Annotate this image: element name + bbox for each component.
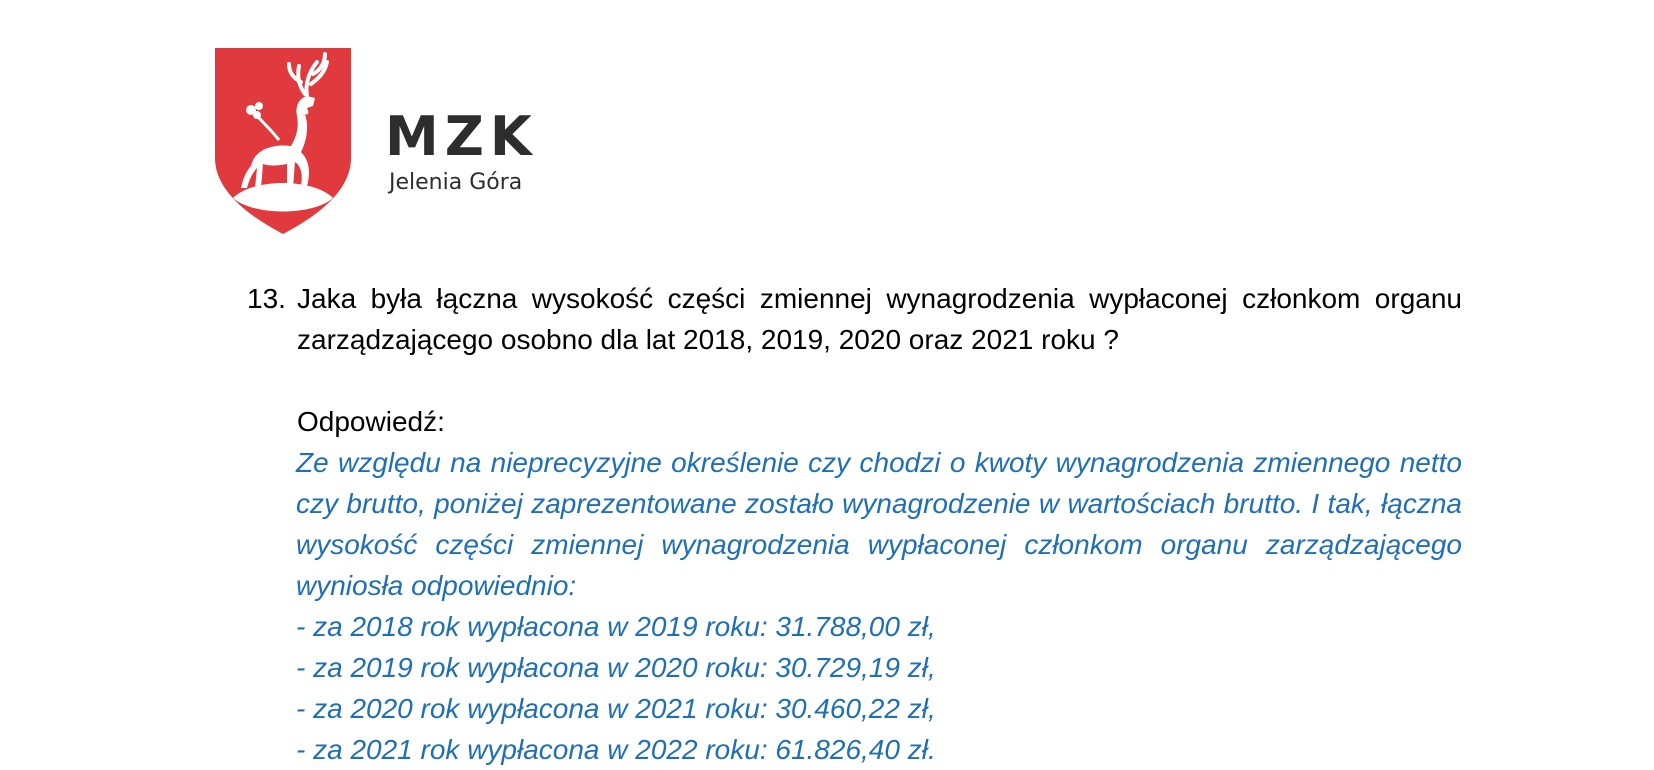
logo-city: Jelenia Góra [389,170,523,195]
list-item: - za 2020 rok wypłacona w 2021 roku: 30.460,22 zł, [296,693,936,724]
answer-block [296,442,1462,770]
answer-text: Ze względu na nieprecyzyjne określenie czy chodzi o kwoty wynagrodzenia zmiennego netto czy brutto, poniżej zaprezentowane zostało wynagrodzenie w wartościach brutto. I tak, łączna wysokość części zmiennej wynagrodzenia wypłaconej członkom organu zarządzającego wyniosła odpowiednio: [296,447,1462,601]
question-text: Jaka była łączna wysokość części zmiennej wynagrodzenia wypłaconej członkom organu zarządzającego osobno dla lat 2018, 2019, 2020 oraz 2021 roku ? [297,283,1462,355]
list-item: - za 2019 rok wypłacona w 2020 roku: 30.729,19 zł, [296,652,936,683]
list-item: - za 2021 rok wypłacona w 2022 roku: 61.826,40 zł. [296,734,936,765]
logo-name: MZK [385,105,538,168]
answer-label: Odpowiedź: [297,406,445,437]
deer-icon [213,48,353,234]
mzk-logo [213,48,538,234]
answer-list [296,606,1462,770]
question-number: 13. [247,283,286,314]
list-item: - za 2018 rok wypłacona w 2019 roku: 31.788,00 zł, [296,611,936,642]
question-block [247,278,1462,360]
